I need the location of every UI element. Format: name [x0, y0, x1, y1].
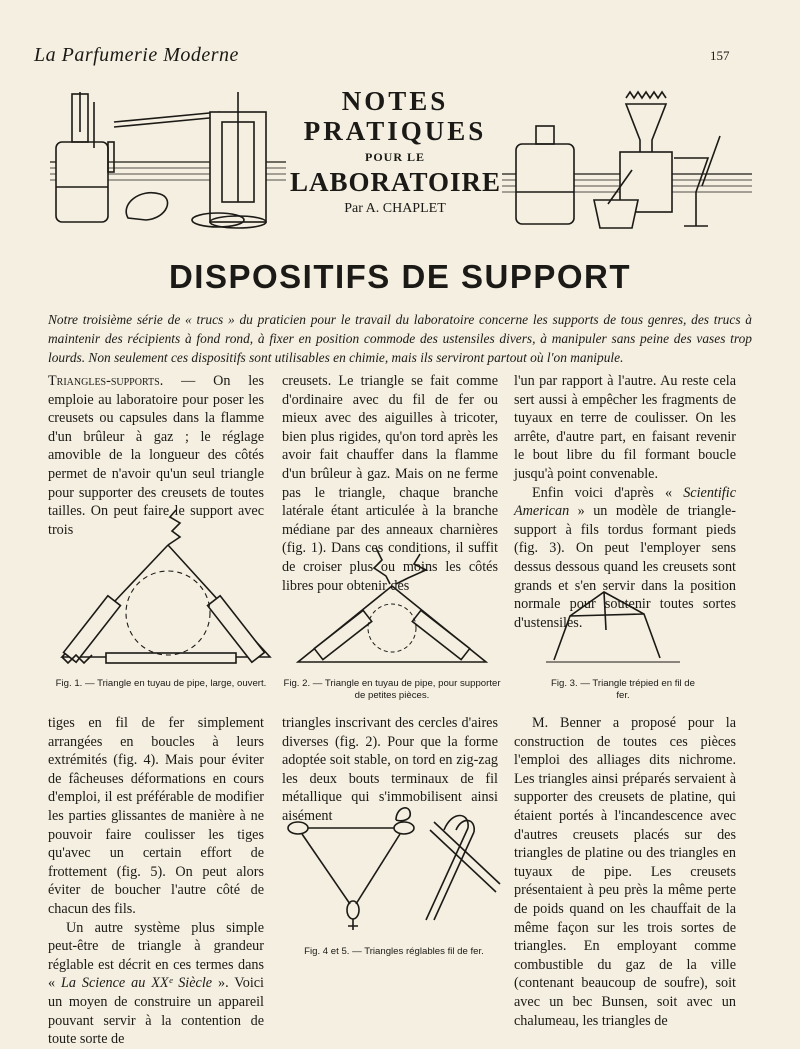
paragraph-text: — On les emploie au laboratoire pour poser les creusets ou capsules dans la flamme d'un brûleur à gaz ; le réglage amovible de la longueur des côtés permet de n'avoir qu'un seul triangle pour supporter des creusets de toutes tailles. On peut faire le support avec trois	[48, 373, 264, 538]
page-number: 157	[710, 48, 730, 63]
title-line-pour-le: POUR LE	[364, 150, 425, 164]
figure-1-pipe-triangle-open	[56, 505, 272, 671]
paragraph-text: tiges en fil de fer simplement arrangées en boucles à leurs extrémités (fig. 4). Mais pour éviter de fâcheuses déformations en cours d'emploi, il est préférable de modifier les parties glissantes de manière à ne pouvoir faire coulisser les tiges qu'avec un certain effort de frottement (fig. 5). On peut alors éviter de boucher l'autre côté de chacun des fils.	[48, 715, 264, 917]
source-title: La Science au XXᵉ Siècle	[61, 975, 213, 992]
figure-1-caption: Fig. 1. — Triangle en tuyau de pipe, large, ouvert.	[55, 678, 267, 689]
figure-3-caption: Fig. 3. — Triangle trépied en fil de fer.	[551, 678, 695, 701]
figures-4-5-adjustable-wire-triangles	[284, 800, 504, 938]
figure-2-pipe-triangle-small	[290, 548, 496, 672]
paragraph-text: l'un par rapport à l'autre. Au reste cela sert aussi à empêcher les fragments de tuyaux en terre de coulisser. On les arrête, d'autre part, en faisant revenir le bout libre du fil formant boucle jusqu'à point convenable.	[514, 373, 736, 482]
paragraph-text: ». Voici un moyen de construire un appareil pouvant servir à la contention de toute sorte de	[48, 975, 264, 1048]
paragraph-text: triangles inscrivant des cercles d'aires diverses (fig. 2). Pour que la forme adoptée soit stable, on tord en zig-zag les deux bouts terminaux de fil métallique qui s'immobilisent ainsi aisément	[282, 715, 498, 824]
title-line-pratiques: PRATIQUES	[303, 116, 487, 146]
right-lab-illustration	[502, 92, 752, 238]
source-title: Scientific American	[514, 484, 736, 520]
intro-paragraph: Notre troisième série de « trucs » du praticien pour le travail du laboratoire concerne les supports de tous genres, des trucs à maintenir des récipients à fond rond, à fixer en position commode des ustensiles divers, à manipuler sans peine des vases trop lourds. Non seulement ces dispositifs sont utilisables en chimie, mais ils serviront partout où l'on manipule.	[48, 312, 752, 365]
lower-column-3	[514, 714, 736, 1030]
paragraph-text: Un autre système plus simple peut-être de triangle à grandeur réglable est décrit en ces termes dans «	[48, 919, 264, 992]
title-line-laboratoire: LABORATOIRE	[290, 167, 502, 197]
figure-3-wire-tripod-triangle	[544, 586, 694, 668]
figures-4-5-caption: Fig. 4 et 5. — Triangles réglables fil de fer.	[304, 946, 484, 957]
paragraph-text: » un modèle de triangle-support à fils tordus formant pieds (fig. 3). On peut l'employer sens dessus dessous quand les creusets sont grands et s'en servir dans la position normale pour soutenir toutes sortes d'ustensiles.	[514, 503, 736, 631]
byline: Par A. CHAPLET	[344, 201, 446, 216]
paragraph-lead: Triangles-supports.	[48, 373, 164, 389]
figure-2-caption: Fig. 2. — Triangle en tuyau de pipe, pour supporter de petites pièces.	[283, 678, 501, 701]
left-lab-illustration	[50, 92, 286, 232]
paragraph-benner: M. Benner a proposé pour la construction de toutes ces pièces l'emploi des alliages dits nichrome. Les triangles ainsi préparés servaient à supporter des creusets de platine, qui étaient portés à l'incandescence avec d'autres creusets placés sur des triangles de platine ou des triangles en tuyaux de pipe. Les creusets présentaient à peu près la même perte de poids quand on les chauffait de la même façon sur les trois sortes de triangles. En employant comme combustible du gaz de la ville (contenant beaucoup de soufre), soit avec un bec Bunsen, soit avec un chalumeau, les triangles de	[514, 715, 736, 1029]
article-headline: DISPOSITIFS DE SUPPORT	[168, 258, 632, 295]
title-line-notes: NOTES	[341, 86, 449, 116]
journal-title: La Parfumerie Moderne	[34, 44, 239, 66]
paragraph-science-au-xxe	[48, 919, 264, 1049]
section-title-block	[290, 86, 500, 217]
lower-column-1	[48, 714, 264, 1049]
paragraph-text: creusets. Le triangle se fait comme d'ordinaire avec du fil de fer ou mieux avec des aiguilles à tricoter, bien plus rigides, qu'on tord après les avoir fait chauffer dans la flamme d'un brûleur à gaz. Mais on ne ferme pas le triangle, chaque branche latérale étant articulée à la branche médiane par des anneaux charnières (fig. 1). Dans ces conditions, il suffit de croiser plus ou moins les côtés libres pour obtenir des	[282, 373, 498, 594]
paragraph-text: Enfin voici d'après «	[532, 484, 684, 501]
